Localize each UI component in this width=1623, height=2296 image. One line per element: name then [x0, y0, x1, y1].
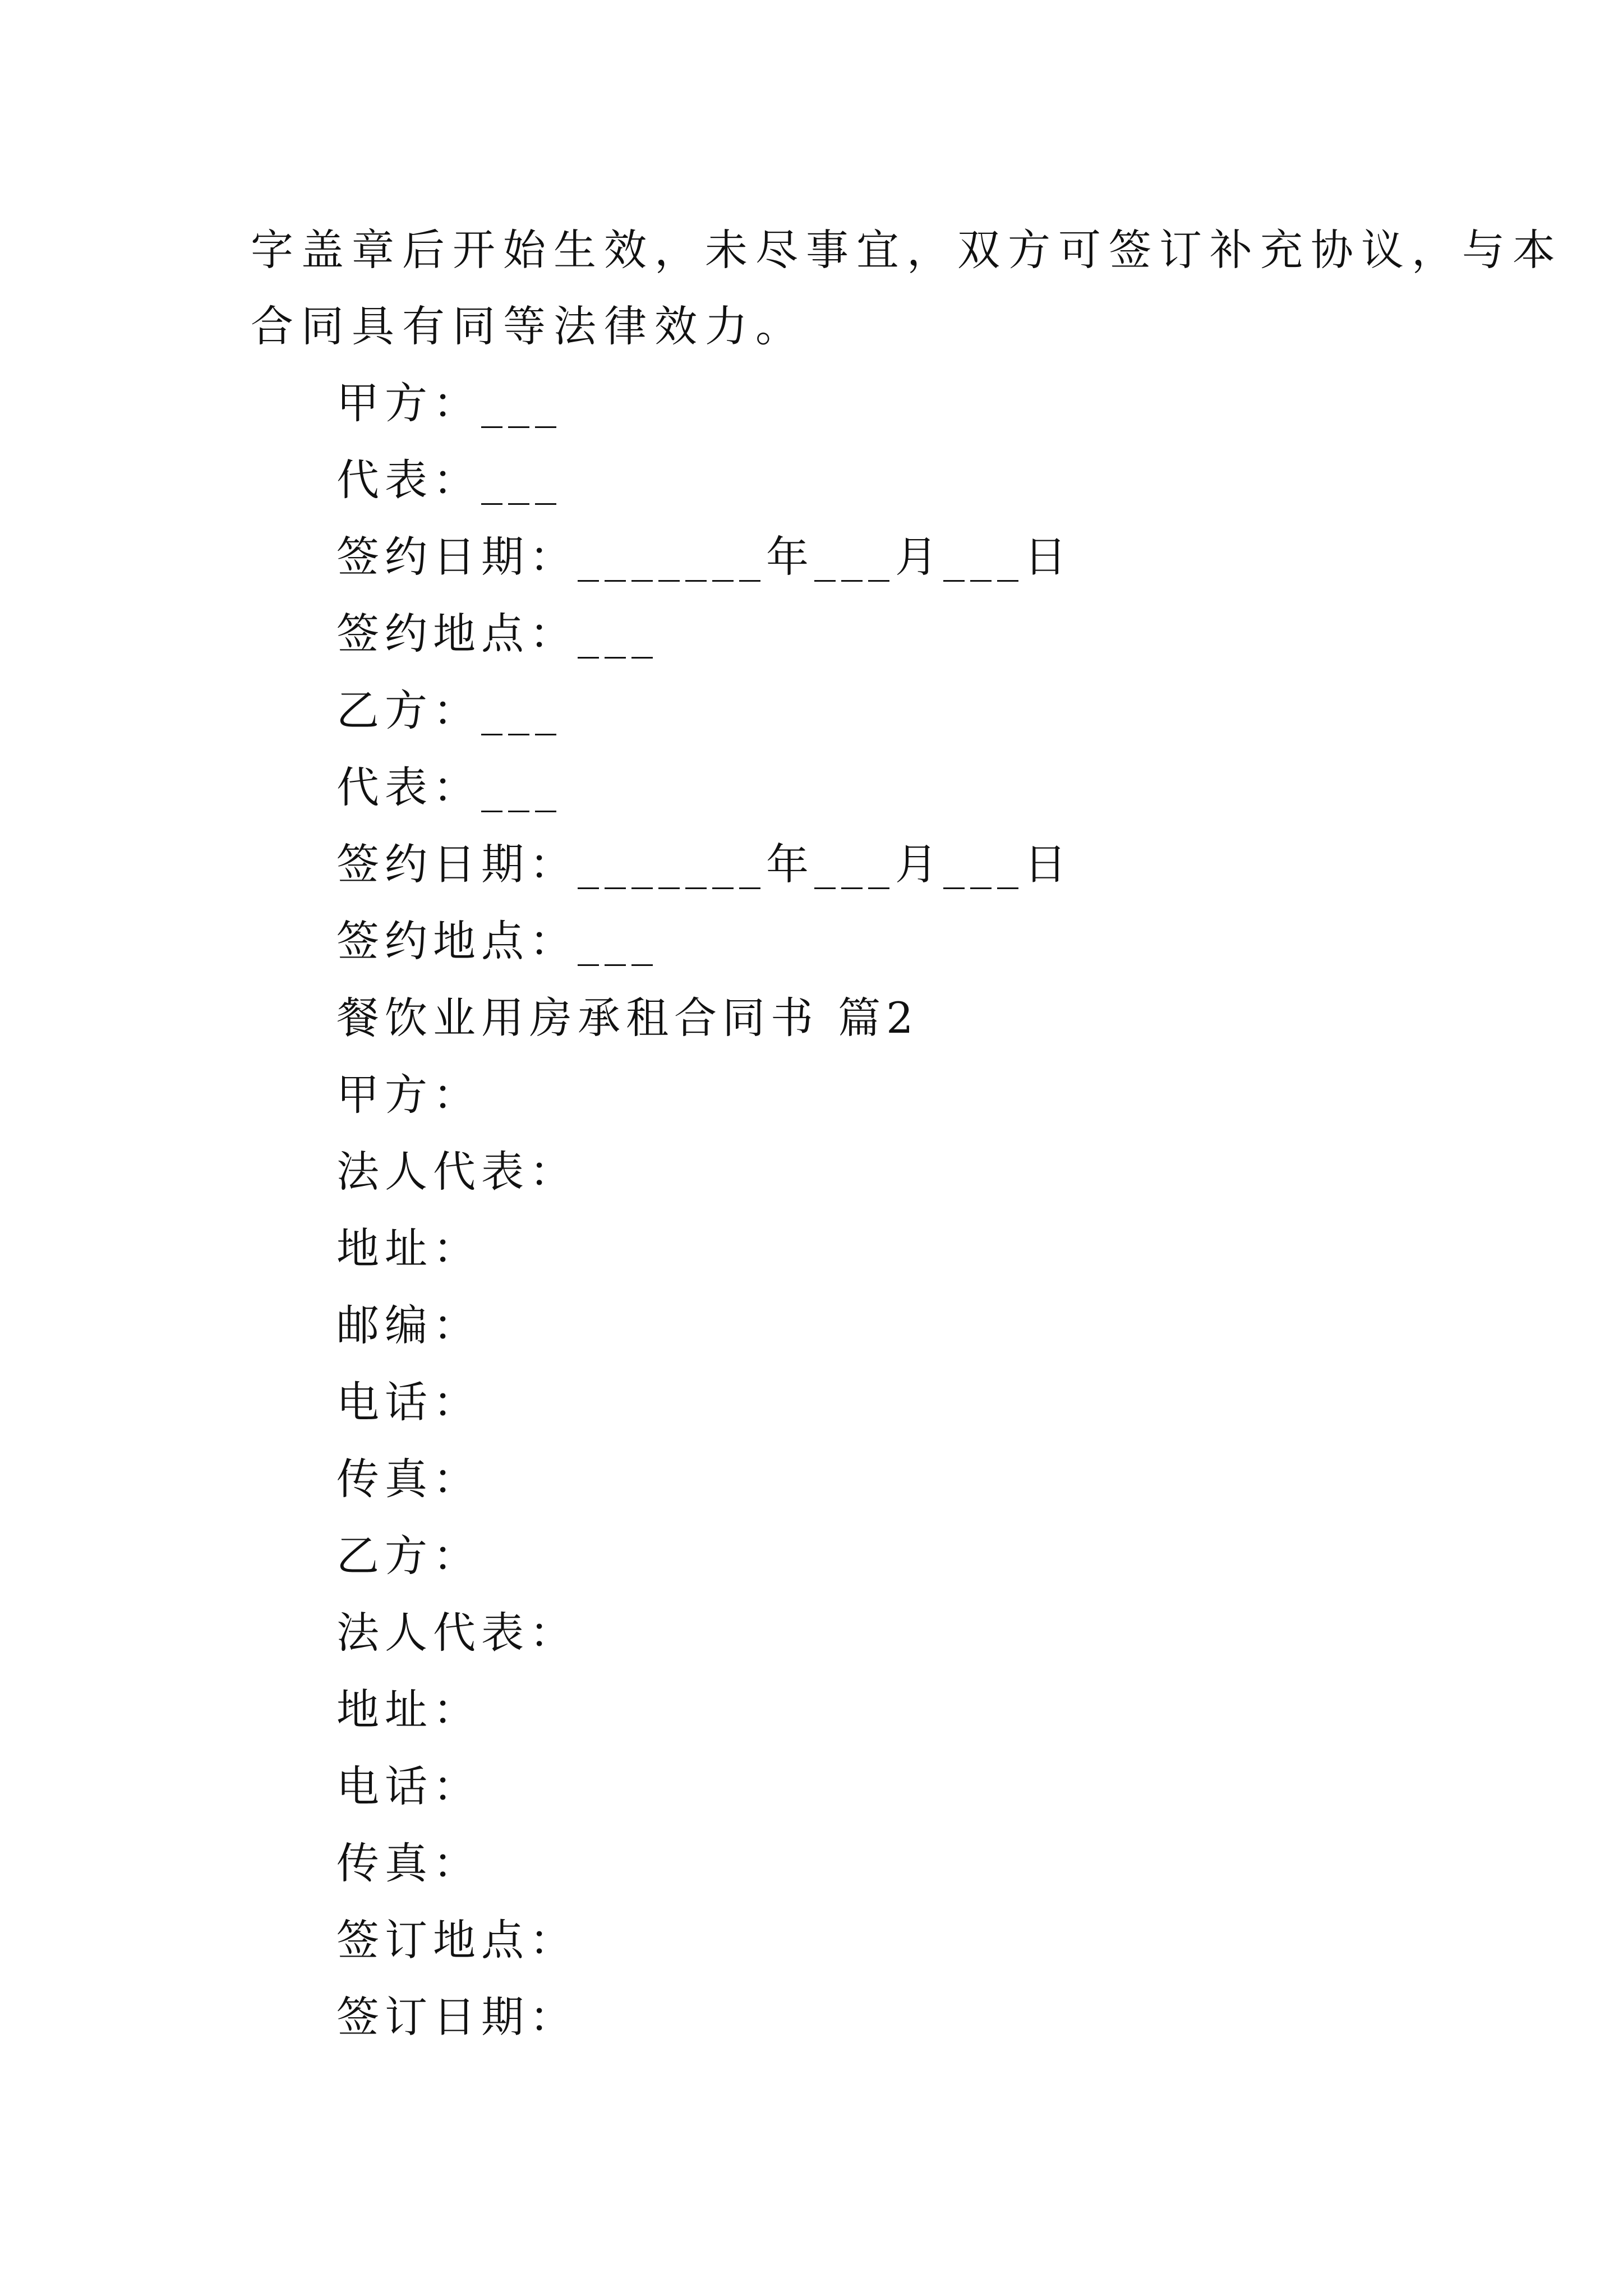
party-a-line: 甲方：___	[336, 378, 562, 428]
field-legal-representative: 法人代表：	[336, 1608, 578, 1658]
party-b-signing-place-line: 签约地点：___	[336, 916, 658, 966]
closing-paragraph	[251, 212, 1563, 365]
paragraph-line: 合同具有同等法律效力。	[251, 301, 806, 351]
field-legal-representative: 法人代表：	[336, 1147, 578, 1197]
party-a-representative-line: 代表：___	[336, 455, 562, 505]
party-b-line: 乙方：___	[336, 685, 562, 735]
field-address: 地址：	[336, 1685, 481, 1734]
field-fax: 传真：	[336, 1838, 481, 1888]
party-a-signing-date-line: 签约日期：_______年___月___日	[336, 532, 1072, 582]
signature-and-contract-lines	[336, 365, 1458, 2055]
field-signing-place: 签订地点：	[336, 1915, 578, 1965]
field-signing-date: 签订日期：	[336, 1992, 578, 2042]
field-party-a: 甲方：	[336, 1070, 481, 1120]
section-heading: 餐饮业用房承租合同书 篇2	[336, 993, 919, 1043]
field-phone: 电话：	[336, 1761, 481, 1811]
field-fax: 传真：	[336, 1454, 481, 1504]
field-party-b: 乙方：	[336, 1531, 481, 1581]
field-phone: 电话：	[336, 1377, 481, 1427]
field-postcode: 邮编：	[336, 1300, 481, 1350]
field-address: 地址：	[336, 1223, 481, 1273]
paragraph-line: 字盖章后开始生效，未尽事宜，双方可签订补充协议，与本	[251, 225, 1563, 275]
party-b-signing-date-line: 签约日期：_______年___月___日	[336, 839, 1072, 889]
party-a-signing-place-line: 签约地点：___	[336, 609, 658, 659]
party-b-representative-line: 代表：___	[336, 762, 562, 812]
